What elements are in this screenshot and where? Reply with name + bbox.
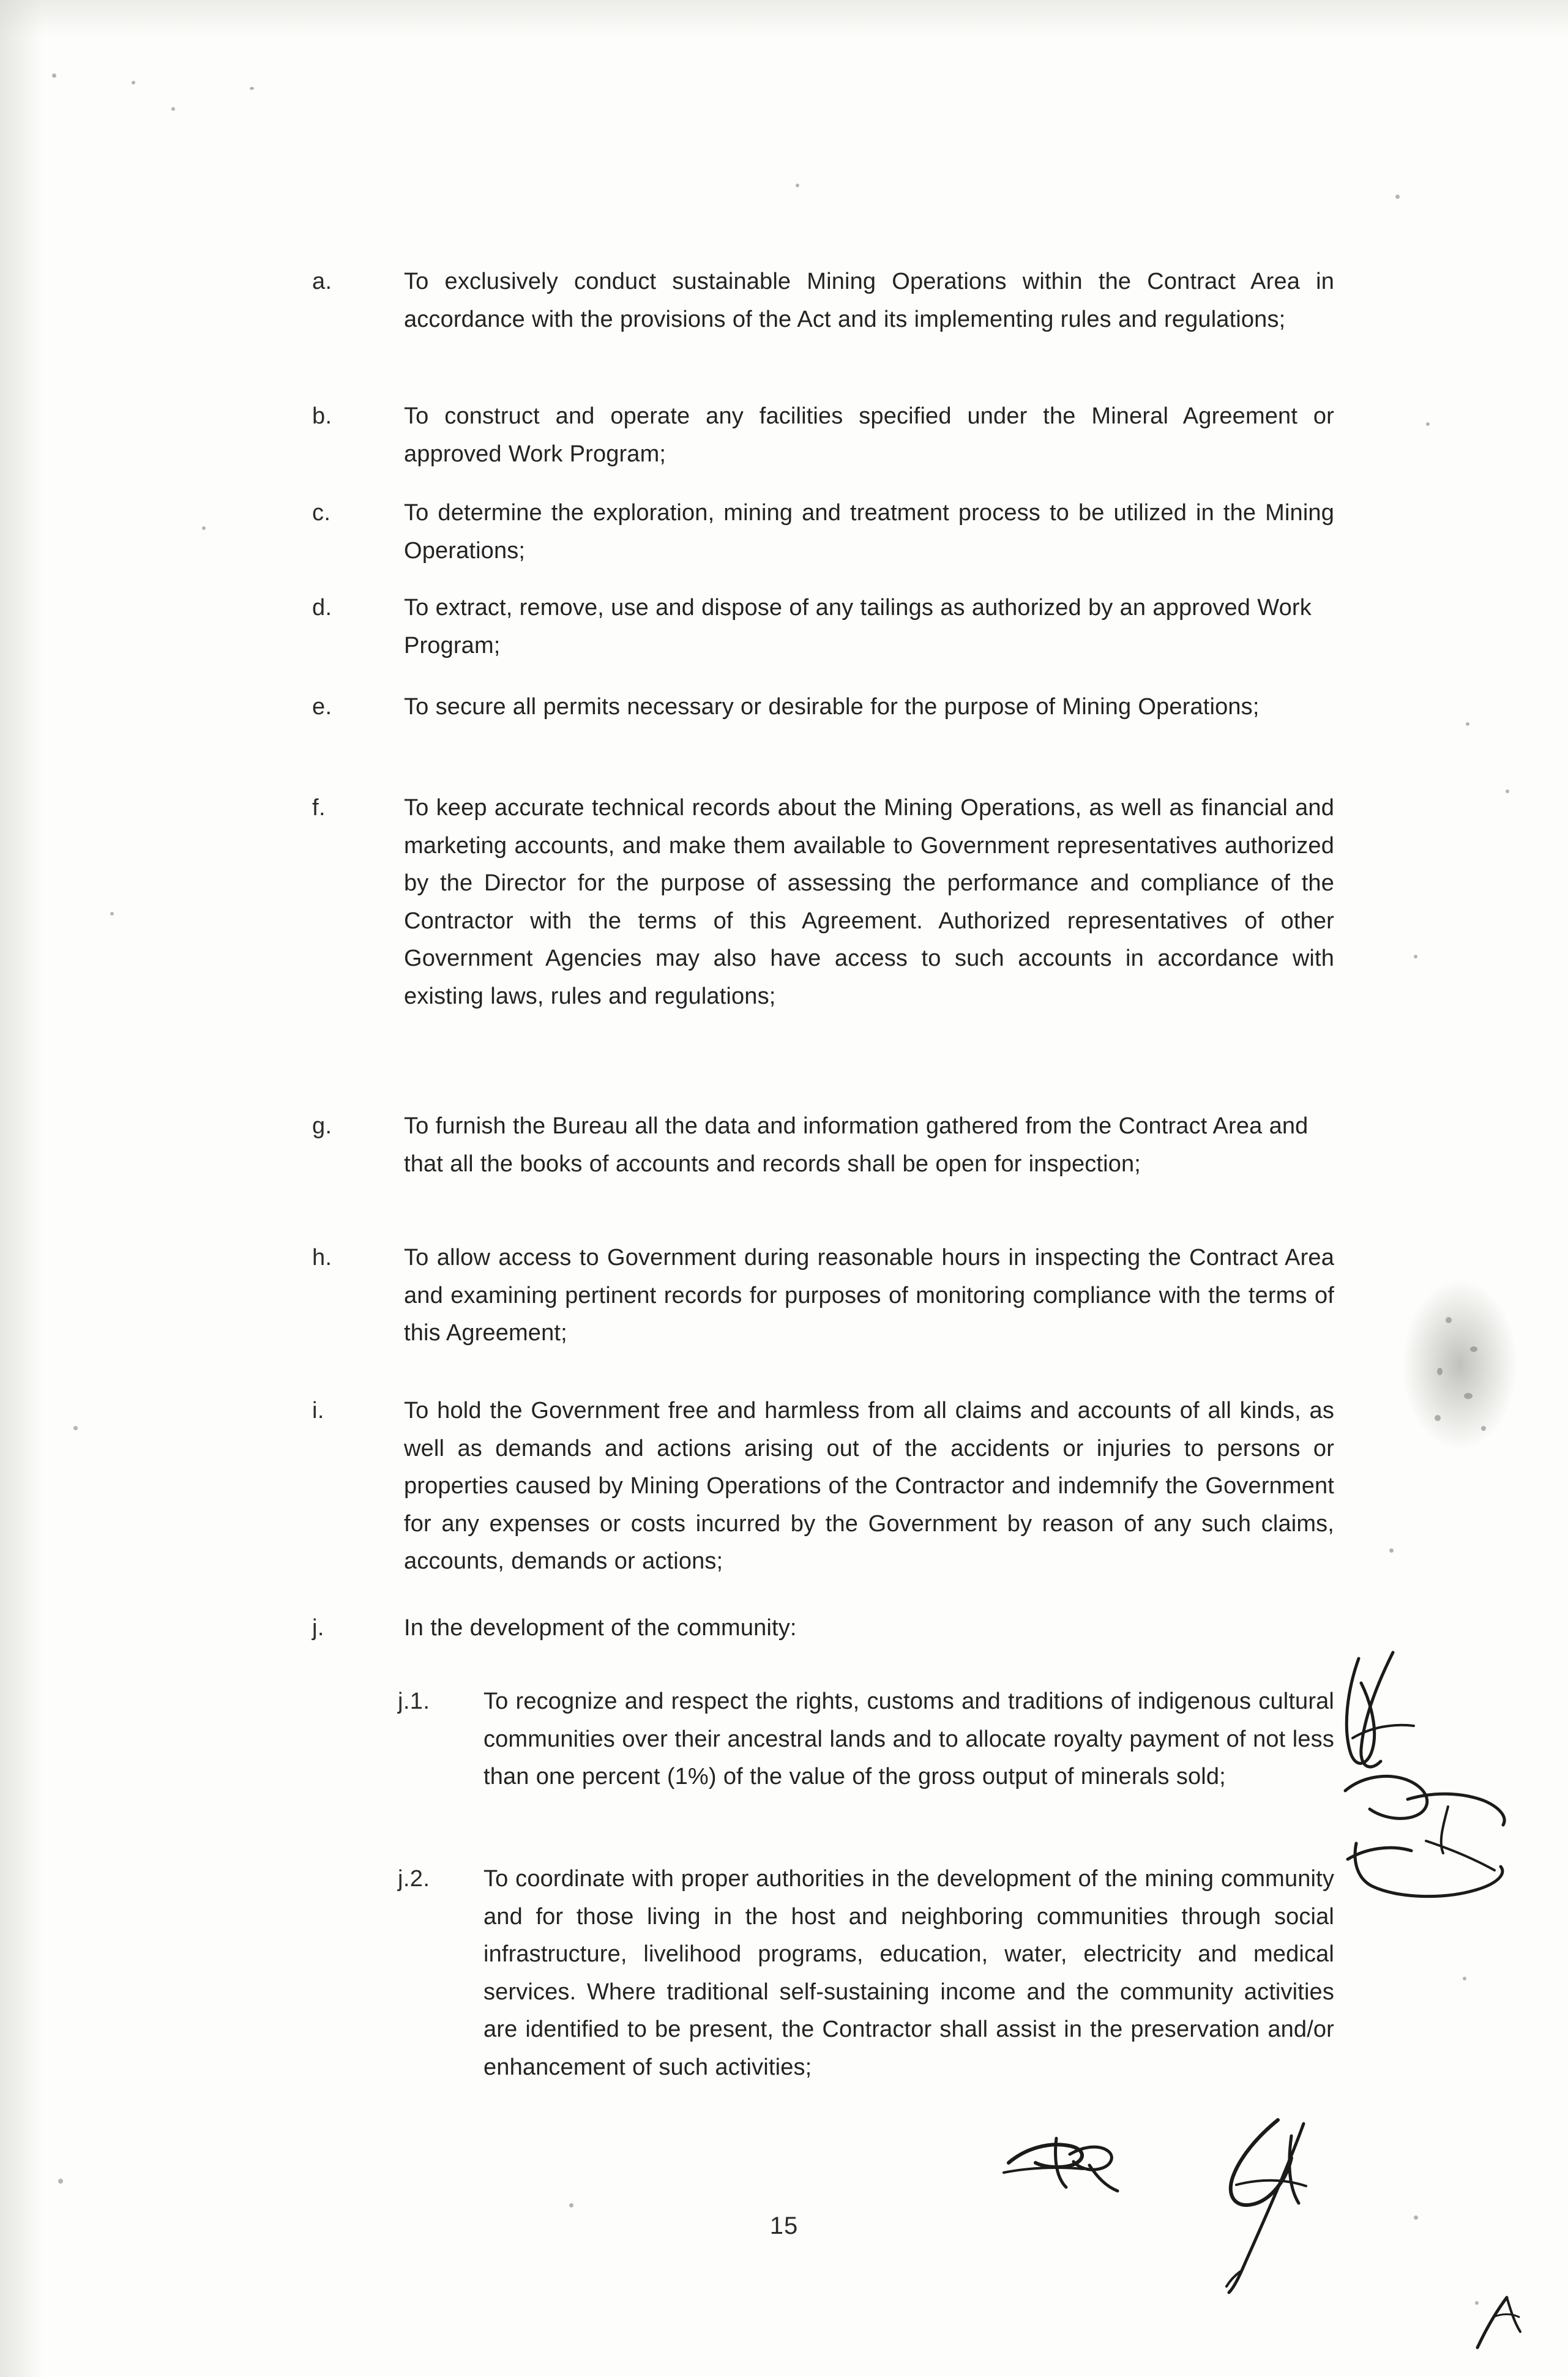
- clause-j: [312, 1610, 1334, 1647]
- subclause-text: To coordinate with proper authorities in the development of the mining community and for those living in the host and neighboring communities through social infrastructure, livelihood programs, education, water, electricity and medical services. Where traditional self-sustaining income and the community activities are identified to be present, the Contractor shall assist in the preservation and/or enhancement of such activities;: [483, 1866, 1334, 2080]
- clause-marker: b.: [312, 403, 332, 429]
- clause-marker: h.: [312, 1245, 332, 1271]
- subclause-marker: j.1.: [398, 1689, 430, 1714]
- subclause-j2: [398, 1860, 1334, 2086]
- clause-c: [312, 494, 1334, 570]
- clause-i: [312, 1392, 1334, 1581]
- clause-text: To allow access to Government during reasonable hours in inspecting the Contract Area and examining pertinent records for purposes of monitoring compliance with the terms of this Agreement;: [404, 1245, 1334, 1346]
- clause-marker: a.: [312, 269, 332, 294]
- clause-marker: g.: [312, 1113, 332, 1139]
- clause-text: To furnish the Bureau all the data and information gathered from the Contract Area and that all the books of accounts and records shall be open for inspection;: [404, 1113, 1309, 1177]
- clause-marker: j.: [312, 1615, 324, 1641]
- clause-text: To secure all permits necessary or desirable for the purpose of Mining Operations;: [404, 694, 1260, 720]
- clause-text: To hold the Government free and harmless from all claims and accounts of all kinds, as well as demands and actions arising out of the accidents or injuries to persons or properties caused by Mining Operations of the Contractor and indemnify the Government for any expenses or costs incurred by the Government by reason of any such claims, accounts, demands or actions;: [404, 1398, 1334, 1575]
- clause-text: To keep accurate technical records about the Mining Operations, as well as financial and marketing accounts, and make them available to Government representatives authorized by the Director for the purpose of assessing the performance and compliance of the Contractor with the terms of this Agreement. Authorized representatives of other Government Agencies may also have access to such accounts in accordance with existing laws, rules and regulations;: [404, 795, 1334, 1009]
- page-number: 15: [769, 2212, 799, 2239]
- clause-marker: i.: [312, 1398, 324, 1424]
- subclause-j1: [398, 1683, 1334, 1796]
- clause-g: [312, 1108, 1334, 1183]
- clause-a: [312, 263, 1334, 338]
- clause-f: [312, 789, 1334, 1015]
- subclause-marker: j.2.: [398, 1866, 430, 1892]
- clause-d: [312, 589, 1334, 665]
- clause-text: To construct and operate any facilities specified under the Mineral Agreement or approved Work Program;: [404, 403, 1334, 467]
- clause-marker: d.: [312, 595, 332, 621]
- clause-h: [312, 1239, 1334, 1353]
- clause-marker: e.: [312, 694, 332, 720]
- clause-e: [312, 688, 1334, 726]
- clause-text: To exclusively conduct sustainable Mining Operations within the Contract Area in accordance with the provisions of the Act and its implementing rules and regulations;: [404, 269, 1334, 332]
- clause-text: To extract, remove, use and dispose of any tailings as authorized by an approved Work Program;: [404, 595, 1312, 659]
- clause-text: In the development of the community:: [404, 1615, 797, 1641]
- clause-marker: f.: [312, 795, 326, 821]
- clause-marker: c.: [312, 500, 331, 526]
- clause-text: To determine the exploration, mining and treatment process to be utilized in the Mining Operations;: [404, 500, 1334, 564]
- subclause-text: To recognize and respect the rights, customs and traditions of indigenous cultural communities over their ancestral lands and to allocate royalty payment of not less than one percent (1%) of the value of the gross output of minerals sold;: [483, 1689, 1334, 1790]
- clause-b: [312, 398, 1334, 473]
